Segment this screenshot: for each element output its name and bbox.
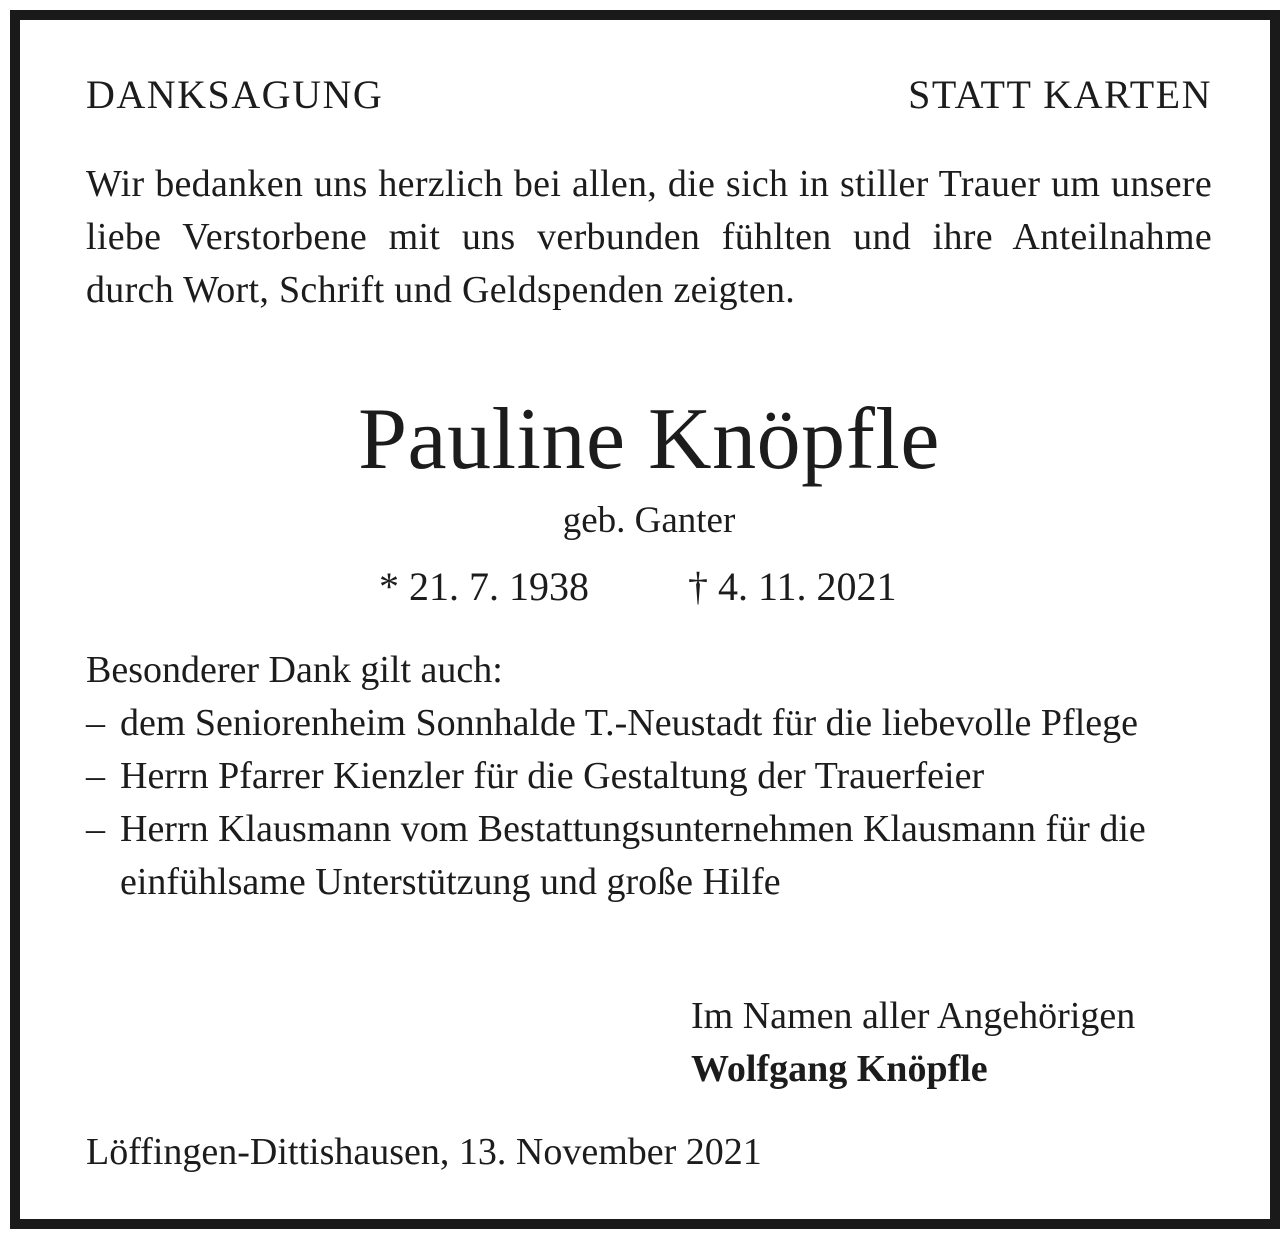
death-date: † 4. 11. 2021 <box>688 564 897 609</box>
signature-block <box>691 990 1212 1096</box>
thanks-list <box>86 697 1212 909</box>
intro-paragraph: Wir bedanken uns herzlich bei allen, die sich in stiller Trauer um unsere liebe Verstorbene mit uns verbunden fühlten und ihre Anteilnahme durch Wort, Schrift und Geldspenden zeigten. <box>86 163 1212 311</box>
maiden-name: geb. Ganter <box>562 500 736 541</box>
dash-mark: – <box>86 755 105 797</box>
obituary-notice <box>10 10 1280 1229</box>
thanks-item <box>86 803 1212 909</box>
header-danksagung: DANKSAGUNG <box>86 72 384 117</box>
thanks-item <box>86 750 1212 803</box>
dash-mark: – <box>86 702 105 744</box>
thanks-heading: Besonderer Dank gilt auch: <box>86 649 503 691</box>
signer-name: Wolfgang Knöpfle <box>691 1048 988 1090</box>
birth-date: * 21. 7. 1938 <box>379 564 589 609</box>
signature-line: Im Namen aller Angehörigen <box>691 995 1136 1037</box>
dash-mark: – <box>86 808 105 850</box>
thanks-item-text: Herrn Pfarrer Kienzler für die Gestaltung der Trauerfeier <box>120 755 985 797</box>
thanks-item-text: dem Seniorenheim Sonnhalde T.-Neustadt für die liebevolle Pflege <box>120 702 1138 744</box>
place-and-date: Löffingen-Dittishausen, 13. November 2021 <box>86 1131 762 1173</box>
header-statt-karten: STATT KARTEN <box>908 72 1212 117</box>
deceased-name: Pauline Knöpfle <box>358 391 940 488</box>
thanks-item <box>86 697 1212 750</box>
special-thanks <box>86 644 1212 909</box>
thanks-item-text: Herrn Klausmann vom Bestattungsunternehmen Klausmann für die einfühlsame Unterstützung und große Hilfe <box>120 808 1146 903</box>
